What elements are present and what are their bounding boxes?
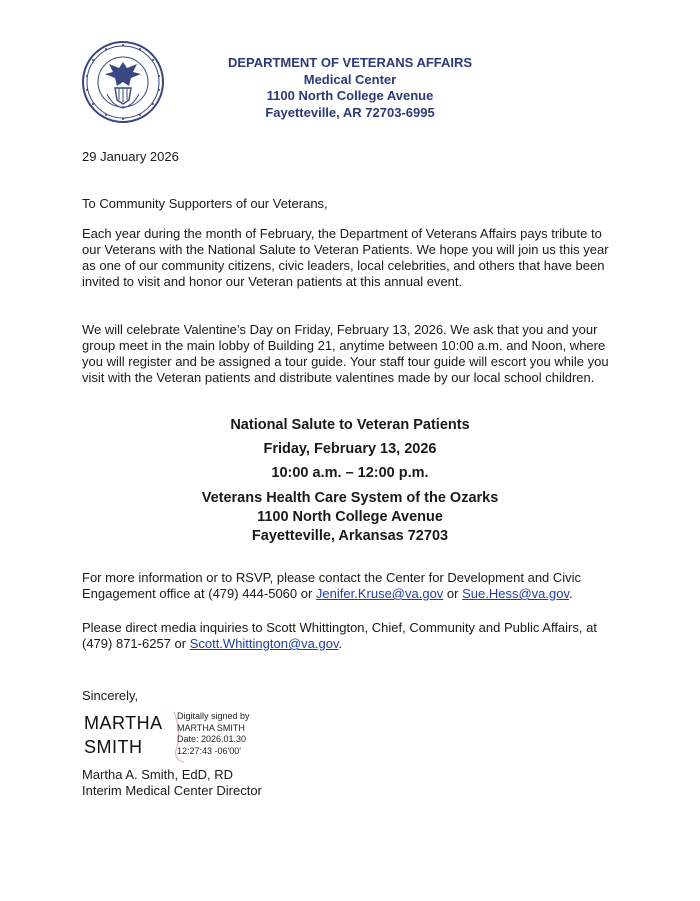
signature-digital-label: Digitally signed by [177,711,250,721]
signature-digital-time: 12:27:43 -06'00' [177,745,241,756]
facility-street: 1100 North College Avenue [266,88,434,103]
event-title: National Salute to Veteran Patients [230,417,470,433]
email-link-sue-hess[interactable]: Sue.Hess@va.gov [462,586,569,601]
email-link-scott-whittington[interactable]: Scott.Whittington@va.gov [189,636,339,651]
paragraph-rsvp [82,570,622,602]
signature-digital-name: MARTHA SMITH [177,722,245,733]
media-text-end: . [338,636,343,651]
paragraph-details: We will celebrate Valentine’s Day on Friday, February 13, 2026. We ask that you and your group meet in the main lobby of Building 21, anytime between 10:00 a.m. and Noon, where you will register and be assigned a tour guide. Your staff tour guide will escort you while you visit with the Veteran patients and distribute valentines made by our local school children. [82,322,609,385]
event-time: 10:00 a.m. – 12:00 p.m. [271,465,429,481]
signature-details [177,711,250,757]
department-name: DEPARTMENT OF VETERANS AFFAIRS [227,55,473,70]
signature-name [84,711,163,759]
facility-name: Medical Center [303,71,397,87]
salutation: To Community Supporters of our Veterans, [82,196,328,211]
media-text: Please direct media inquiries to Scott Whittington, Chief, Community and Public Affairs, at (479) 871-6257 or [82,620,597,651]
signature-name-last: SMITH [84,737,143,757]
email-link-jenifer-kruse[interactable]: Jenifer.Kruse@va.gov [315,586,444,601]
digital-signature [84,708,304,764]
facility-city: Fayetteville, AR 72703-6995 [265,104,435,120]
event-street: 1100 North College Avenue [257,509,443,525]
rsvp-text: For more information or to RSVP, please contact the Center for Development and Civic Engagement office at (479) 444-5060 or [82,570,582,601]
rsvp-text-end: . [569,586,573,601]
va-seal-logo [81,40,165,124]
letterhead [180,55,520,121]
event-details [100,417,600,546]
closing: Sincerely, [82,688,139,703]
letter-date: 29 January 2026 [82,149,179,164]
rsvp-text-middle: or [443,586,463,601]
signature-name-first: MARTHA [84,713,163,733]
paragraph-media [82,620,622,652]
signature-digital-date: Date: 2026.01.30 [177,734,247,744]
event-city: Fayetteville, Arkansas 72703 [251,528,449,544]
signer-name: Martha A. Smith, EdD, RD [82,767,233,782]
signer-title: Interim Medical Center Director [82,783,262,798]
paragraph-intro: Each year during the month of February, the Department of Veterans Affairs pays tribute to our Veterans with the National Salute to Veteran Patients. We hope you will join us this year as one of our community citizens, civic leaders, local celebrities, and others that have been invited to visit and honor our Veteran patients at this annual event. [82,226,609,289]
event-venue: Veterans Health Care System of the Ozarks [201,490,499,506]
event-date: Friday, February 13, 2026 [263,441,437,457]
